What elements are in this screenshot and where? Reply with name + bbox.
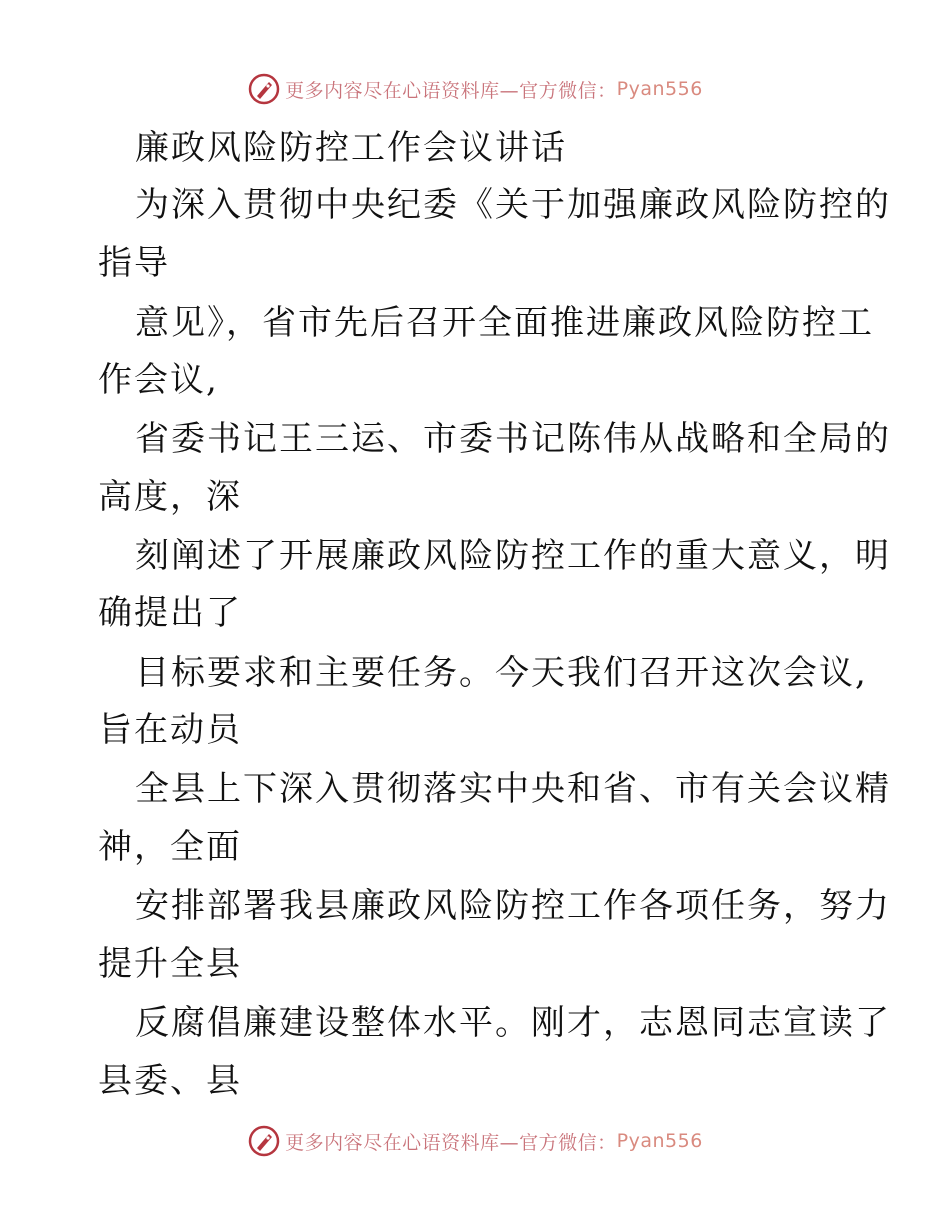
text-line: 安排部署我县廉政风险防控工作各项任务，努力 [135,886,891,926]
text-line: 目标要求和主要任务。今天我们召开这次会议, [135,653,868,693]
watermark-wechat-id: Pyan556 [616,1130,703,1152]
text-line: 神，全面 [98,827,242,867]
document-title: 廉政风险防控工作会议讲话 [135,128,567,168]
text-line: 省委书记王三运、市委书记陈伟从战略和全局的 [135,419,891,459]
text-line: 为深入贯彻中央纪委《关于加强廉政风险防控的 [135,185,891,225]
text-line: 确提出了 [98,593,242,633]
header-watermark [0,72,950,106]
text-line: 提升全县 [98,944,242,984]
pen-nib-logo-icon [247,72,281,106]
watermark-text: 更多内容尽在心语资料库—官方微信： [285,79,617,102]
text-line: 意见》，省市先后召开全面推进廉政风险防控工 [135,303,874,343]
text-line: 高度，深 [98,477,242,517]
text-line: 反腐倡廉建设整体水平。刚才，志恩同志宣读了 [135,1003,891,1043]
text-line: 指导 [98,243,170,283]
watermark-text: 更多内容尽在心语资料库—官方微信： [285,1131,617,1154]
text-line: 县委、县 [98,1061,242,1101]
text-line: 全县上下深入贯彻落实中央和省、市有关会议精 [135,769,891,809]
text-line: 作会议, [98,360,219,400]
text-line: 旨在动员 [98,710,242,750]
footer-watermark [0,1124,950,1158]
pen-nib-logo-icon [247,1124,281,1158]
watermark-wechat-id: Pyan556 [616,78,703,100]
text-line: 刻阐述了开展廉政风险防控工作的重大意义，明 [135,536,891,576]
